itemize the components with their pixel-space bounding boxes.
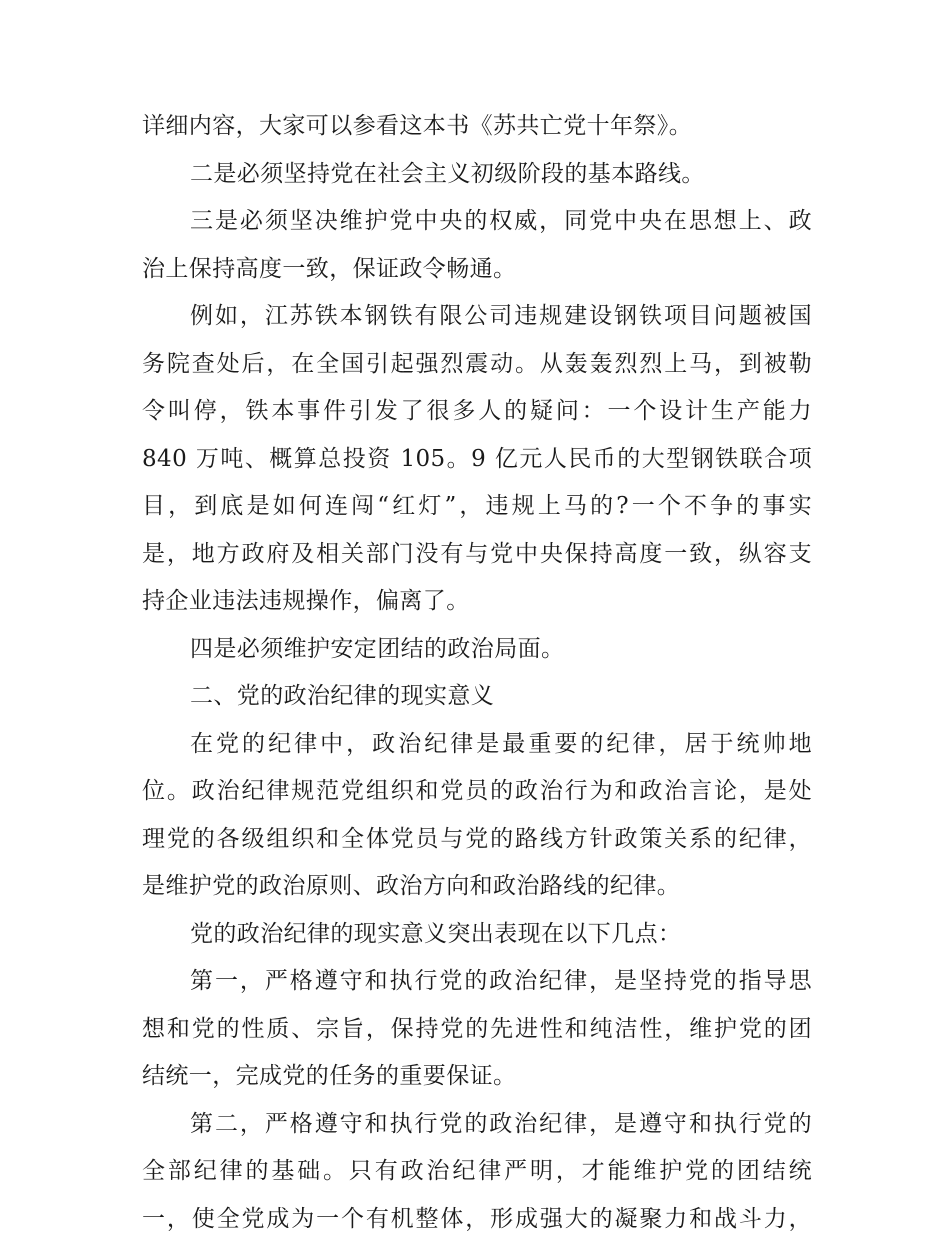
text-line: 在党的纪律中，政治纪律是最重要的纪律，居于统帅地 (142, 721, 812, 769)
text-line: 详细内容，大家可以参看这本书《苏共亡党十年祭》。 (142, 103, 812, 151)
text-line: 是，地方政府及相关部门没有与党中央保持高度一致，纵容支 (142, 531, 812, 579)
text-line: 例如，江苏铁本钢铁有限公司违规建设钢铁项目问题被国 (142, 293, 812, 341)
text-line: 一，使全党成为一个有机整体，形成强大的凝聚力和战斗力， (142, 1196, 812, 1243)
text-line: 第一，严格遵守和执行党的政治纪律，是坚持党的指导思 (142, 958, 812, 1006)
text-line: 第二，严格遵守和执行党的政治纪律，是遵守和执行党的 (142, 1101, 812, 1149)
text-line: 理党的各级组织和全体党员与党的路线方针政策关系的纪律， (142, 816, 812, 864)
document-page (142, 103, 812, 1243)
text-line: 全部纪律的基础。只有政治纪律严明，才能维护党的团结统 (142, 1148, 812, 1196)
section-heading: 二、党的政治纪律的现实意义 (142, 673, 812, 721)
text-line: 治上保持高度一致，保证政令畅通。 (142, 246, 812, 294)
text-line: 想和党的性质、宗旨，保持党的先进性和纯洁性，维护党的团 (142, 1006, 812, 1054)
text-line: 结统一，完成党的任务的重要保证。 (142, 1053, 812, 1101)
text-line: 令叫停，铁本事件引发了很多人的疑问：一个设计生产能力 (142, 388, 812, 436)
text-line: 是维护党的政治原则、政治方向和政治路线的纪律。 (142, 863, 812, 911)
text-line: 840 万吨、概算总投资 105。9 亿元人民币的大型钢铁联合项 (142, 436, 812, 484)
text-line: 位。政治纪律规范党组织和党员的政治行为和政治言论，是处 (142, 768, 812, 816)
text-line: 党的政治纪律的现实意义突出表现在以下几点： (142, 911, 812, 959)
text-line: 目，到底是如何连闯“红灯”，违规上马的?一个不争的事实 (142, 483, 812, 531)
text-line: 务院查处后，在全国引起强烈震动。从轰轰烈烈上马，到被勒 (142, 341, 812, 389)
text-line: 三是必须坚决维护党中央的权威，同党中央在思想上、政 (142, 198, 812, 246)
text-line: 二是必须坚持党在社会主义初级阶段的基本路线。 (142, 151, 812, 199)
text-line: 四是必须维护安定团结的政治局面。 (142, 626, 812, 674)
text-line: 持企业违法违规操作，偏离了。 (142, 578, 812, 626)
